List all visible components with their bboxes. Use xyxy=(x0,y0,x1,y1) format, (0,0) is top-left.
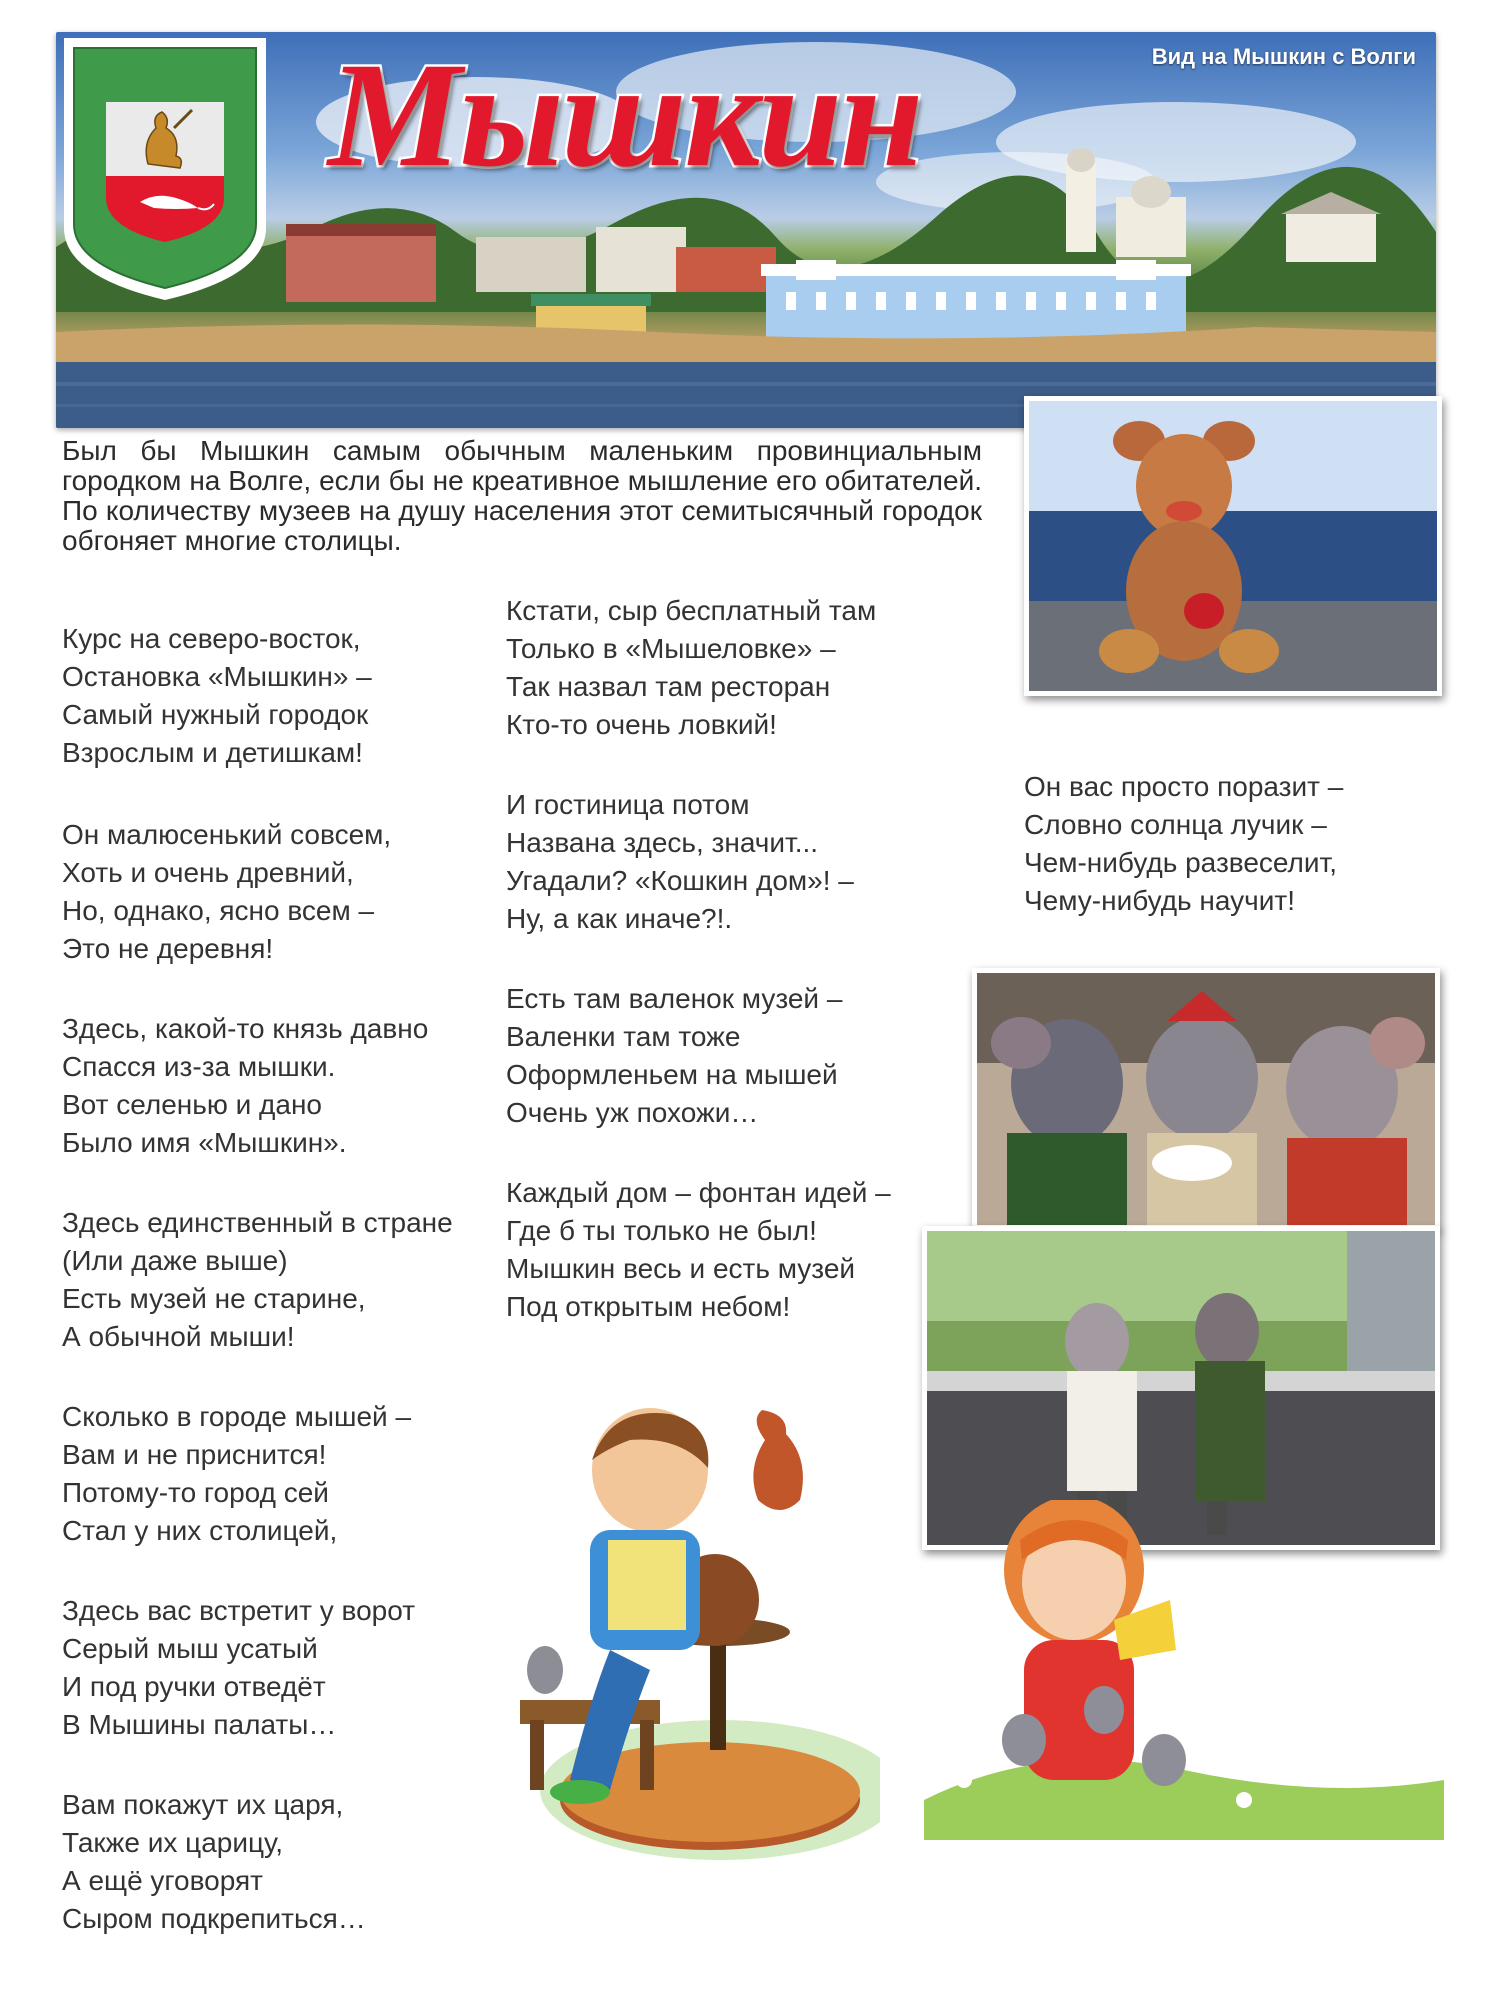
poem-stanza xyxy=(62,1786,366,1938)
poem-line: Серый мыш усатый xyxy=(62,1633,318,1664)
city-coat-of-arms-icon xyxy=(56,32,274,306)
header-banner xyxy=(56,32,1436,428)
mice-costume-photo xyxy=(972,968,1440,1230)
poem-line: Он вас просто поразит – xyxy=(1024,771,1344,802)
poem-line: Было имя «Мышкин». xyxy=(62,1127,347,1158)
poem-line: Стал у них столицей, xyxy=(62,1515,338,1546)
poem-line: Только в «Мышеловке» – xyxy=(506,633,836,664)
poem-line: Кто-то очень ловкий! xyxy=(506,709,777,740)
poem-line: Остановка «Мышкин» – xyxy=(62,661,372,692)
poem-stanza xyxy=(62,1010,428,1162)
poem-line: Но, однако, ясно всем – xyxy=(62,895,375,926)
mouse-statue-photo xyxy=(1024,396,1442,696)
poem-line: А ещё уговорят xyxy=(62,1865,263,1896)
poem-line: Сколько в городе мышей – xyxy=(62,1401,412,1432)
poem-line: Угадали? «Кошкин дом»! – xyxy=(506,865,854,896)
intro-paragraph: Был бы Мышкин самым обычным маленьким провинциальным городком на Волге, если бы не креативное мышление его обитателей. По количеству музеев на душу населения этот семитысячный городок обгоняет многие столицы. xyxy=(62,435,982,556)
poem-line: Под открытым небом! xyxy=(506,1291,791,1322)
poem-line: Названа здесь, значит... xyxy=(506,827,819,858)
poem-line: Каждый дом – фонтан идей – xyxy=(506,1177,891,1208)
poem-line: Кстати, сыр бесплатный там xyxy=(506,595,877,626)
girl-with-mice-illustration xyxy=(924,1500,1444,1840)
poem-line: Чем-нибудь развеселит, xyxy=(1024,847,1338,878)
poem-line: (Или даже выше) xyxy=(62,1245,288,1276)
poem-line: А обычной мыши! xyxy=(62,1321,295,1352)
poem-line: И под ручки отведёт xyxy=(62,1671,326,1702)
poem-stanza xyxy=(506,980,842,1132)
poem-stanza xyxy=(62,1398,411,1550)
poem-line: Вам покажут их царя, xyxy=(62,1789,344,1820)
poem-line: Это не деревня! xyxy=(62,933,274,964)
poem-line: Ну, а как иначе?!. xyxy=(506,903,733,934)
poem-line: Валенки там тоже xyxy=(506,1021,741,1052)
poem-line: В Мышины палаты… xyxy=(62,1709,337,1740)
poem-line: Где б ты только не был! xyxy=(506,1215,817,1246)
poem-stanza xyxy=(506,1174,891,1326)
poem-stanza xyxy=(62,1592,415,1744)
poem-stanza xyxy=(1024,768,1343,920)
poem-line: Здесь единственный в стране xyxy=(62,1207,453,1238)
poem-line: Есть музей не старине, xyxy=(62,1283,366,1314)
poem-line: Также их царицу, xyxy=(62,1827,284,1858)
poem-stanza xyxy=(62,620,372,772)
poem-line: Он малюсенький совсем, xyxy=(62,819,392,850)
poem-line: Самый нужный городок xyxy=(62,699,369,730)
poem-stanza xyxy=(506,786,854,938)
poem-line: Словно солнца лучик – xyxy=(1024,809,1327,840)
poem-line: Спасся из-за мышки. xyxy=(62,1051,336,1082)
poem-line: Мышкин весь и есть музей xyxy=(506,1253,856,1284)
poem-line: Чему-нибудь научит! xyxy=(1024,885,1295,916)
poem-line: Здесь, какой-то князь давно xyxy=(62,1013,429,1044)
poem-line: Курс на северо-восток, xyxy=(62,623,361,654)
poem-line: Очень уж похожи… xyxy=(506,1097,759,1128)
poem-line: Есть там валенок музей – xyxy=(506,983,843,1014)
page-title: Мышкин xyxy=(328,32,922,198)
poem-stanza xyxy=(62,1204,453,1356)
poem-line: Потому-то город сей xyxy=(62,1477,329,1508)
poem-line: Хоть и очень древний, xyxy=(62,857,354,888)
poem-line: Сыром подкрепиться… xyxy=(62,1903,366,1934)
poem-stanza xyxy=(506,592,876,744)
poem-stanza xyxy=(62,816,391,968)
boy-potter-illustration xyxy=(500,1400,880,1860)
poem-line: И гостиница потом xyxy=(506,789,750,820)
poem-line: Здесь вас встретит у ворот xyxy=(62,1595,416,1626)
poem-line: Оформленьем на мышей xyxy=(506,1059,838,1090)
poem-line: Так назвал там ресторан xyxy=(506,671,831,702)
poem-line: Взрослым и детишкам! xyxy=(62,737,363,768)
poem-line: Вот селенью и дано xyxy=(62,1089,322,1120)
poem-line: Вам и не приснится! xyxy=(62,1439,327,1470)
banner-caption: Вид на Мышкин с Волги xyxy=(1151,44,1416,69)
